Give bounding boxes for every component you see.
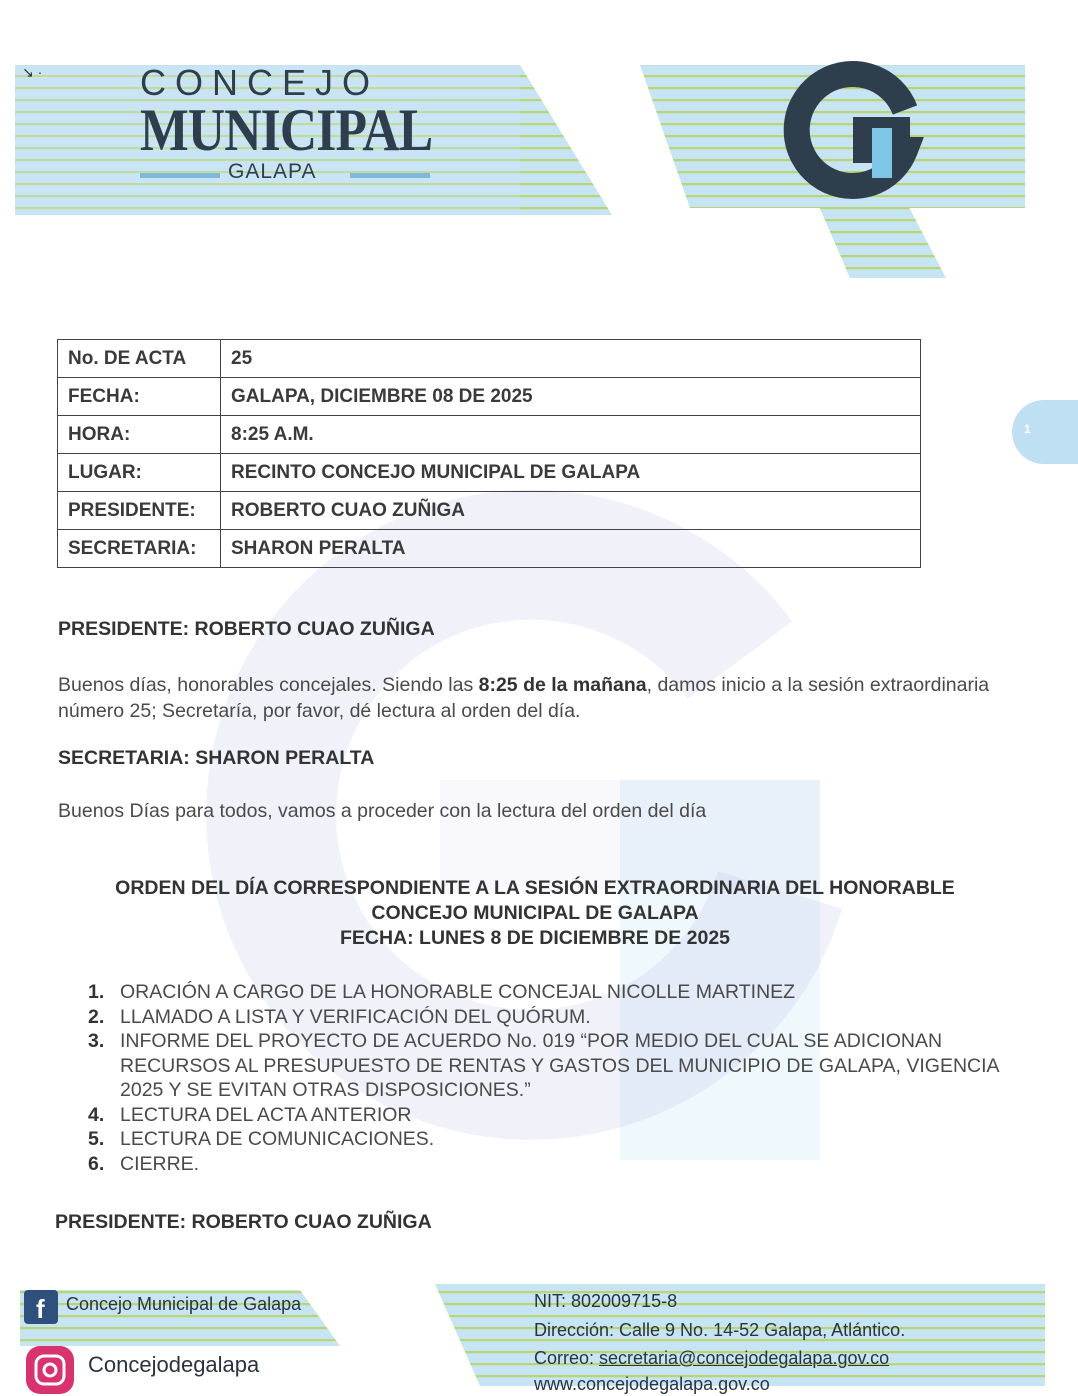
agenda-item-text: LECTURA DEL ACTA ANTERIOR xyxy=(120,1103,412,1126)
agenda-item xyxy=(84,1127,1014,1152)
email-line xyxy=(534,1348,889,1369)
president-opening-paragraph xyxy=(58,672,1018,724)
speaker-secretary: SECRETARIA: SHARON PERALTA xyxy=(58,747,375,769)
agenda-item-text: INFORME DEL PROYECTO DE ACUERDO No. 019 “POR MEDIO DEL CUAL SE ADICIONAN RECURSOS AL PRESUPUESTO DE RENTAS Y GASTOS DEL MUNICIPIO DE GALAPA, VIGENCIA 2025 Y SE EVITAN OTRAS DISPOSICIONES.” xyxy=(120,1030,999,1101)
info-label: LUGAR: xyxy=(58,454,221,492)
speaker-president-2: PRESIDENTE: ROBERTO CUAO ZUÑIGA xyxy=(55,1211,432,1233)
instagram-icon xyxy=(24,1344,76,1396)
info-row xyxy=(58,530,921,568)
agenda-item xyxy=(84,1152,1014,1177)
acta-info-table xyxy=(57,339,921,568)
para1-text-b: , damos inicio a la sesión extraordinaria número 25; Secretaría, por favor, dé lectura al orden del día. xyxy=(58,674,990,722)
scan-mark: ↘ · xyxy=(22,64,43,80)
address-text: Dirección: Calle 9 No. 14-52 Galapa, Atlántico. xyxy=(534,1320,906,1340)
agenda-item-number: 6. xyxy=(88,1152,105,1175)
info-row xyxy=(58,378,921,416)
agenda-item-text: CIERRE. xyxy=(120,1152,200,1175)
info-value: GALAPA, DICIEMBRE 08 DE 2025 xyxy=(221,378,921,416)
speaker-president-1: PRESIDENTE: ROBERTO CUAO ZUÑIGA xyxy=(58,618,435,640)
info-label: FECHA: xyxy=(58,378,221,416)
instagram-label: Concejodegalapa xyxy=(88,1352,260,1377)
email-link[interactable]: secretaria@concejodegalapa.gov.co xyxy=(599,1348,890,1368)
page-number-tab xyxy=(1012,400,1078,464)
agenda-item-number: 3. xyxy=(88,1030,105,1052)
agenda-heading-line3: FECHA: LUNES 8 DE DICIEMBRE DE 2025 xyxy=(339,927,731,949)
info-row xyxy=(58,340,921,378)
agenda-item xyxy=(84,980,1014,1005)
agenda-heading-line1: ORDEN DEL DÍA CORRESPONDIENTE A LA SESIÓN EXTRAORDINARIA DEL HONORABLE xyxy=(115,877,955,899)
info-label: No. DE ACTA xyxy=(58,340,221,378)
facebook-label: Concejo Municipal de Galapa xyxy=(66,1294,302,1314)
info-value: RECINTO CONCEJO MUNICIPAL DE GALAPA xyxy=(221,454,921,492)
info-value: ROBERTO CUAO ZUÑIGA xyxy=(221,492,921,530)
logo-concejo: CONCEJO xyxy=(140,62,380,103)
agenda-item-text: ORACIÓN A CARGO DE LA HONORABLE CONCEJAL NICOLLE MARTINEZ xyxy=(120,981,796,1003)
agenda-list xyxy=(84,980,1014,1176)
agenda-item-number: 2. xyxy=(88,1005,105,1028)
info-value: 8:25 A.M. xyxy=(221,416,921,454)
agenda-item-number: 4. xyxy=(88,1103,105,1126)
logo-municipal: MUNICIPAL xyxy=(140,97,433,163)
page-number: 1 xyxy=(1024,422,1031,436)
agenda-item-number: 1. xyxy=(88,981,105,1003)
agenda-heading-line2: CONCEJO MUNICIPAL DE GALAPA xyxy=(371,902,699,924)
info-label: SECRETARIA: xyxy=(58,530,221,568)
info-value: 25 xyxy=(221,340,921,378)
logo-galapa: GALAPA xyxy=(228,160,317,183)
info-row xyxy=(58,492,921,530)
info-row xyxy=(58,416,921,454)
secretary-paragraph: Buenos Días para todos, vamos a proceder con la lectura del orden del día xyxy=(58,800,707,822)
agenda-item-number: 5. xyxy=(88,1128,105,1150)
info-value: SHARON PERALTA xyxy=(221,530,921,568)
para1-bold-time: 8:25 de la mañana xyxy=(478,674,647,696)
agenda-item-text: LLAMADO A LISTA Y VERIFICACIÓN DEL QUÓRUM. xyxy=(120,1005,591,1028)
facebook-icon xyxy=(24,1290,58,1324)
info-label: HORA: xyxy=(58,416,221,454)
letterhead-banner xyxy=(0,0,1078,290)
agenda-heading xyxy=(60,876,1010,951)
svg-text:f: f xyxy=(36,1294,45,1324)
agenda-item-text: LECTURA DE COMUNICACIONES. xyxy=(120,1128,435,1150)
agenda-item xyxy=(84,1103,1014,1128)
letterhead-footer xyxy=(0,1276,1078,1396)
website-link[interactable]: www.concejodegalapa.gov.co xyxy=(534,1374,770,1394)
agenda-item xyxy=(84,1005,1014,1030)
para1-text-a: Buenos días, honorables concejales. Siendo las xyxy=(58,674,479,696)
info-row xyxy=(58,454,921,492)
agenda-item xyxy=(84,1029,1014,1103)
email-label: Correo: xyxy=(534,1348,600,1368)
nit-text: NIT: 802009715-8 xyxy=(534,1291,678,1311)
info-label: PRESIDENTE: xyxy=(58,492,221,530)
